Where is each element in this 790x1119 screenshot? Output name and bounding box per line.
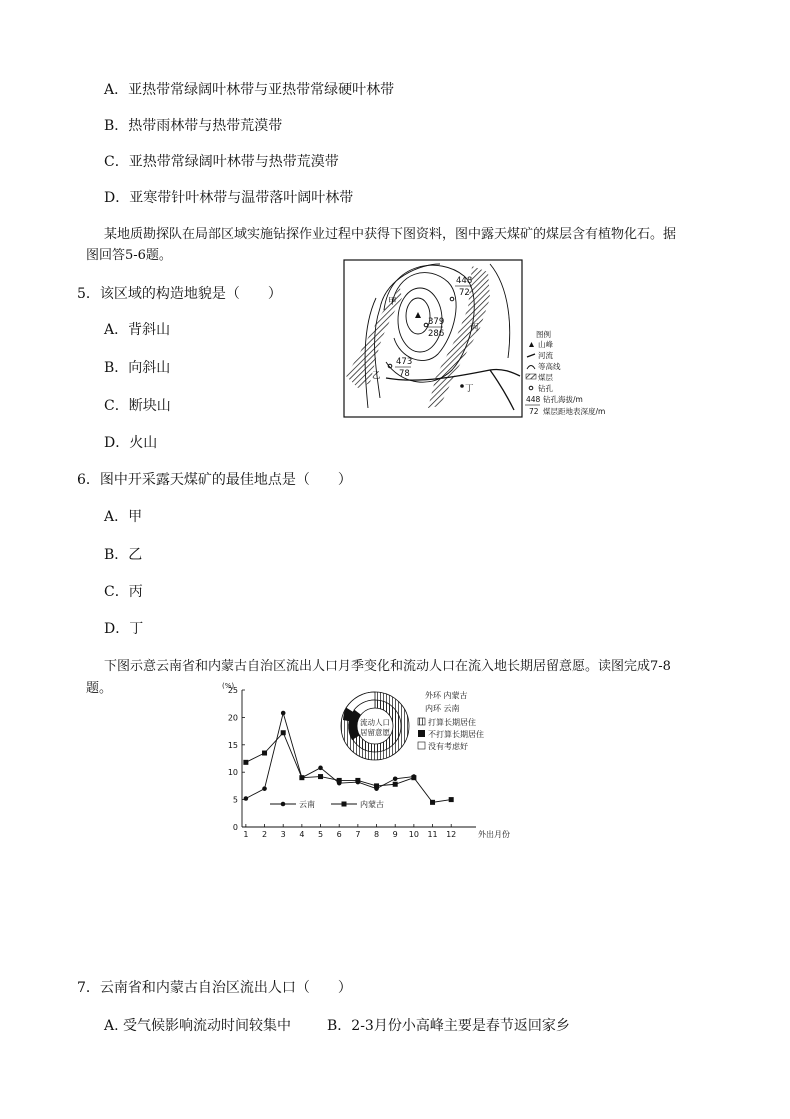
- point-neimenggu: [393, 782, 398, 787]
- point-neimenggu: [430, 800, 435, 805]
- x-tick-label: 9: [392, 830, 398, 839]
- place-ding: 丁: [465, 384, 474, 394]
- legend-peak: 山峰: [538, 340, 553, 349]
- point-neimenggu: [262, 751, 267, 756]
- q4-option-c: C．亚热带常绿阔叶林带与热带荒漠带: [104, 154, 339, 170]
- borehole-473-depth: 78: [399, 369, 410, 379]
- donut-legend-not-stay-swatch: [418, 730, 425, 737]
- point-yunnan: [244, 796, 249, 801]
- legend-depth: 煤层距地表深度/m: [543, 407, 606, 416]
- q6-option-d: D．丁: [104, 621, 144, 637]
- borehole-448-depth: 72: [459, 288, 470, 298]
- y-tick-label: 25: [227, 686, 238, 695]
- x-axis-label: 外出月份: [478, 830, 510, 839]
- intro-5-6-line2: 图回答5-6题。: [86, 248, 172, 263]
- legend-contour: 等高线: [538, 362, 561, 371]
- y-tick-label: 15: [227, 740, 238, 750]
- x-tick-label: 8: [373, 830, 380, 839]
- legend-sample-elev: 448: [526, 395, 541, 404]
- residence-donut: [341, 692, 409, 760]
- x-tick-label: 6: [336, 830, 342, 839]
- donut-legend-undecided: 没有考虑好: [428, 742, 468, 751]
- point-neimenggu: [281, 730, 286, 735]
- point-neimenggu: [411, 775, 416, 780]
- x-tick-label: 12: [446, 830, 457, 839]
- x-tick-label: 10: [408, 830, 419, 839]
- point-neimenggu: [337, 778, 342, 783]
- point-neimenggu: [299, 775, 304, 780]
- donut-legend-stay-swatch: [418, 718, 425, 725]
- legend-neimenggu: 内蒙古: [360, 800, 384, 809]
- point-yunnan: [262, 786, 267, 791]
- x-tick-label: 1: [243, 830, 249, 839]
- x-tick-label: 5: [317, 830, 324, 839]
- legend-yunnan-marker: [281, 802, 286, 807]
- q5-option-c: C．断块山: [104, 398, 171, 414]
- donut-center-line1: 流动人口: [360, 718, 390, 727]
- q7-stem: 7．云南省和内蒙古自治区流出人口（ ）: [77, 980, 352, 996]
- legend-borehole: 钻孔: [538, 384, 553, 393]
- ring-label-outer: 外环 内蒙古: [425, 691, 468, 700]
- x-tick-label: 2: [261, 830, 268, 839]
- place-yi: 乙: [372, 371, 381, 381]
- place-bing: 丙: [470, 323, 479, 333]
- q6-option-a: A．甲: [104, 509, 143, 525]
- point-neimenggu: [243, 760, 248, 765]
- geology-map: [340, 258, 630, 424]
- q5-stem: 5．该区域的构造地貌是（ ）: [77, 286, 282, 302]
- place-jia: 甲: [388, 297, 397, 307]
- borehole-379-elev: 379: [428, 317, 445, 327]
- y-tick-label: 10: [227, 768, 238, 778]
- q6-option-b: B．乙: [104, 547, 143, 563]
- q5-option-a: A．背斜山: [104, 322, 171, 338]
- legend-sample-depth: 72: [529, 407, 539, 416]
- q7-option-a: A. 受气候影响流动时间较集中: [104, 1018, 292, 1034]
- point-neimenggu: [449, 797, 454, 802]
- point-neimenggu: [355, 778, 360, 783]
- q4-option-a: A．亚热带常绿阔叶林带与亚热带常绿硬叶林带: [104, 82, 395, 98]
- q5-option-b: B．向斜山: [104, 360, 171, 376]
- legend-river-icon: [527, 354, 535, 357]
- legend-contour-icon: [527, 366, 535, 370]
- legend-neimenggu-marker: [342, 802, 347, 807]
- legend-coal-icon: [526, 374, 536, 379]
- q7-option-b: B．2-3月份小高峰主要是春节返回家乡: [327, 1018, 570, 1034]
- legend-elevation: 钻孔海拔/m: [543, 395, 583, 404]
- x-tick-label: 3: [280, 830, 286, 839]
- legend-peak-icon: [529, 342, 534, 347]
- q6-stem: 6．图中开采露天煤矿的最佳地点是（ ）: [77, 472, 352, 488]
- point-yunnan: [281, 711, 286, 716]
- ring-label-inner: 内环 云南: [425, 704, 460, 713]
- y-tick-label: 0: [232, 823, 238, 832]
- point-neimenggu: [374, 783, 379, 788]
- legend-borehole-icon: [529, 386, 533, 390]
- donut-legend-stay: 打算长期居住: [428, 718, 476, 727]
- borehole-448-elev: 448: [456, 276, 473, 286]
- point-neimenggu: [318, 774, 323, 779]
- borehole-379-depth: 286: [428, 329, 445, 339]
- q4-option-b: B．热带雨林带与热带荒漠带: [104, 118, 283, 134]
- point-yunnan: [318, 766, 323, 771]
- legend-coal: 煤层: [538, 373, 553, 382]
- borehole-473-elev: 473: [396, 357, 413, 367]
- x-tick-label: 7: [355, 830, 361, 839]
- x-tick-label: 11: [427, 830, 438, 839]
- y-tick-label: 20: [227, 713, 238, 723]
- legend-title: 图例: [536, 330, 551, 339]
- migration-chart: [220, 680, 520, 842]
- point-yunnan: [393, 776, 398, 781]
- legend-yunnan: 云南: [299, 800, 315, 809]
- intro-7-8-line2: 题。: [86, 681, 113, 696]
- intro-5-6-line1: 某地质勘探队在局部区域实施钻探作业过程中获得下图资料，图中露天煤矿的煤层含有植物化石。据: [104, 227, 677, 242]
- q6-option-c: C．丙: [104, 584, 143, 600]
- q5-option-d: D．火山: [104, 435, 158, 451]
- y-axis-label: (%): [222, 682, 235, 690]
- legend-river: 河流: [538, 351, 553, 360]
- donut-legend-undecided-swatch: [418, 742, 425, 749]
- intro-7-8-line1: 下图示意云南省和内蒙古自治区流出人口月季变化和流动人口在流入地长期居留意愿。读图完成7-8: [104, 659, 671, 674]
- x-tick-label: 4: [299, 830, 305, 839]
- q4-option-d: D．亚寒带针叶林带与温带落叶阔叶林带: [104, 190, 354, 206]
- place-dot: [460, 384, 464, 388]
- y-tick-label: 5: [232, 795, 238, 805]
- donut-center-line2: 居留意愿: [360, 728, 390, 737]
- donut-legend-not-stay: 不打算长期居住: [428, 730, 484, 739]
